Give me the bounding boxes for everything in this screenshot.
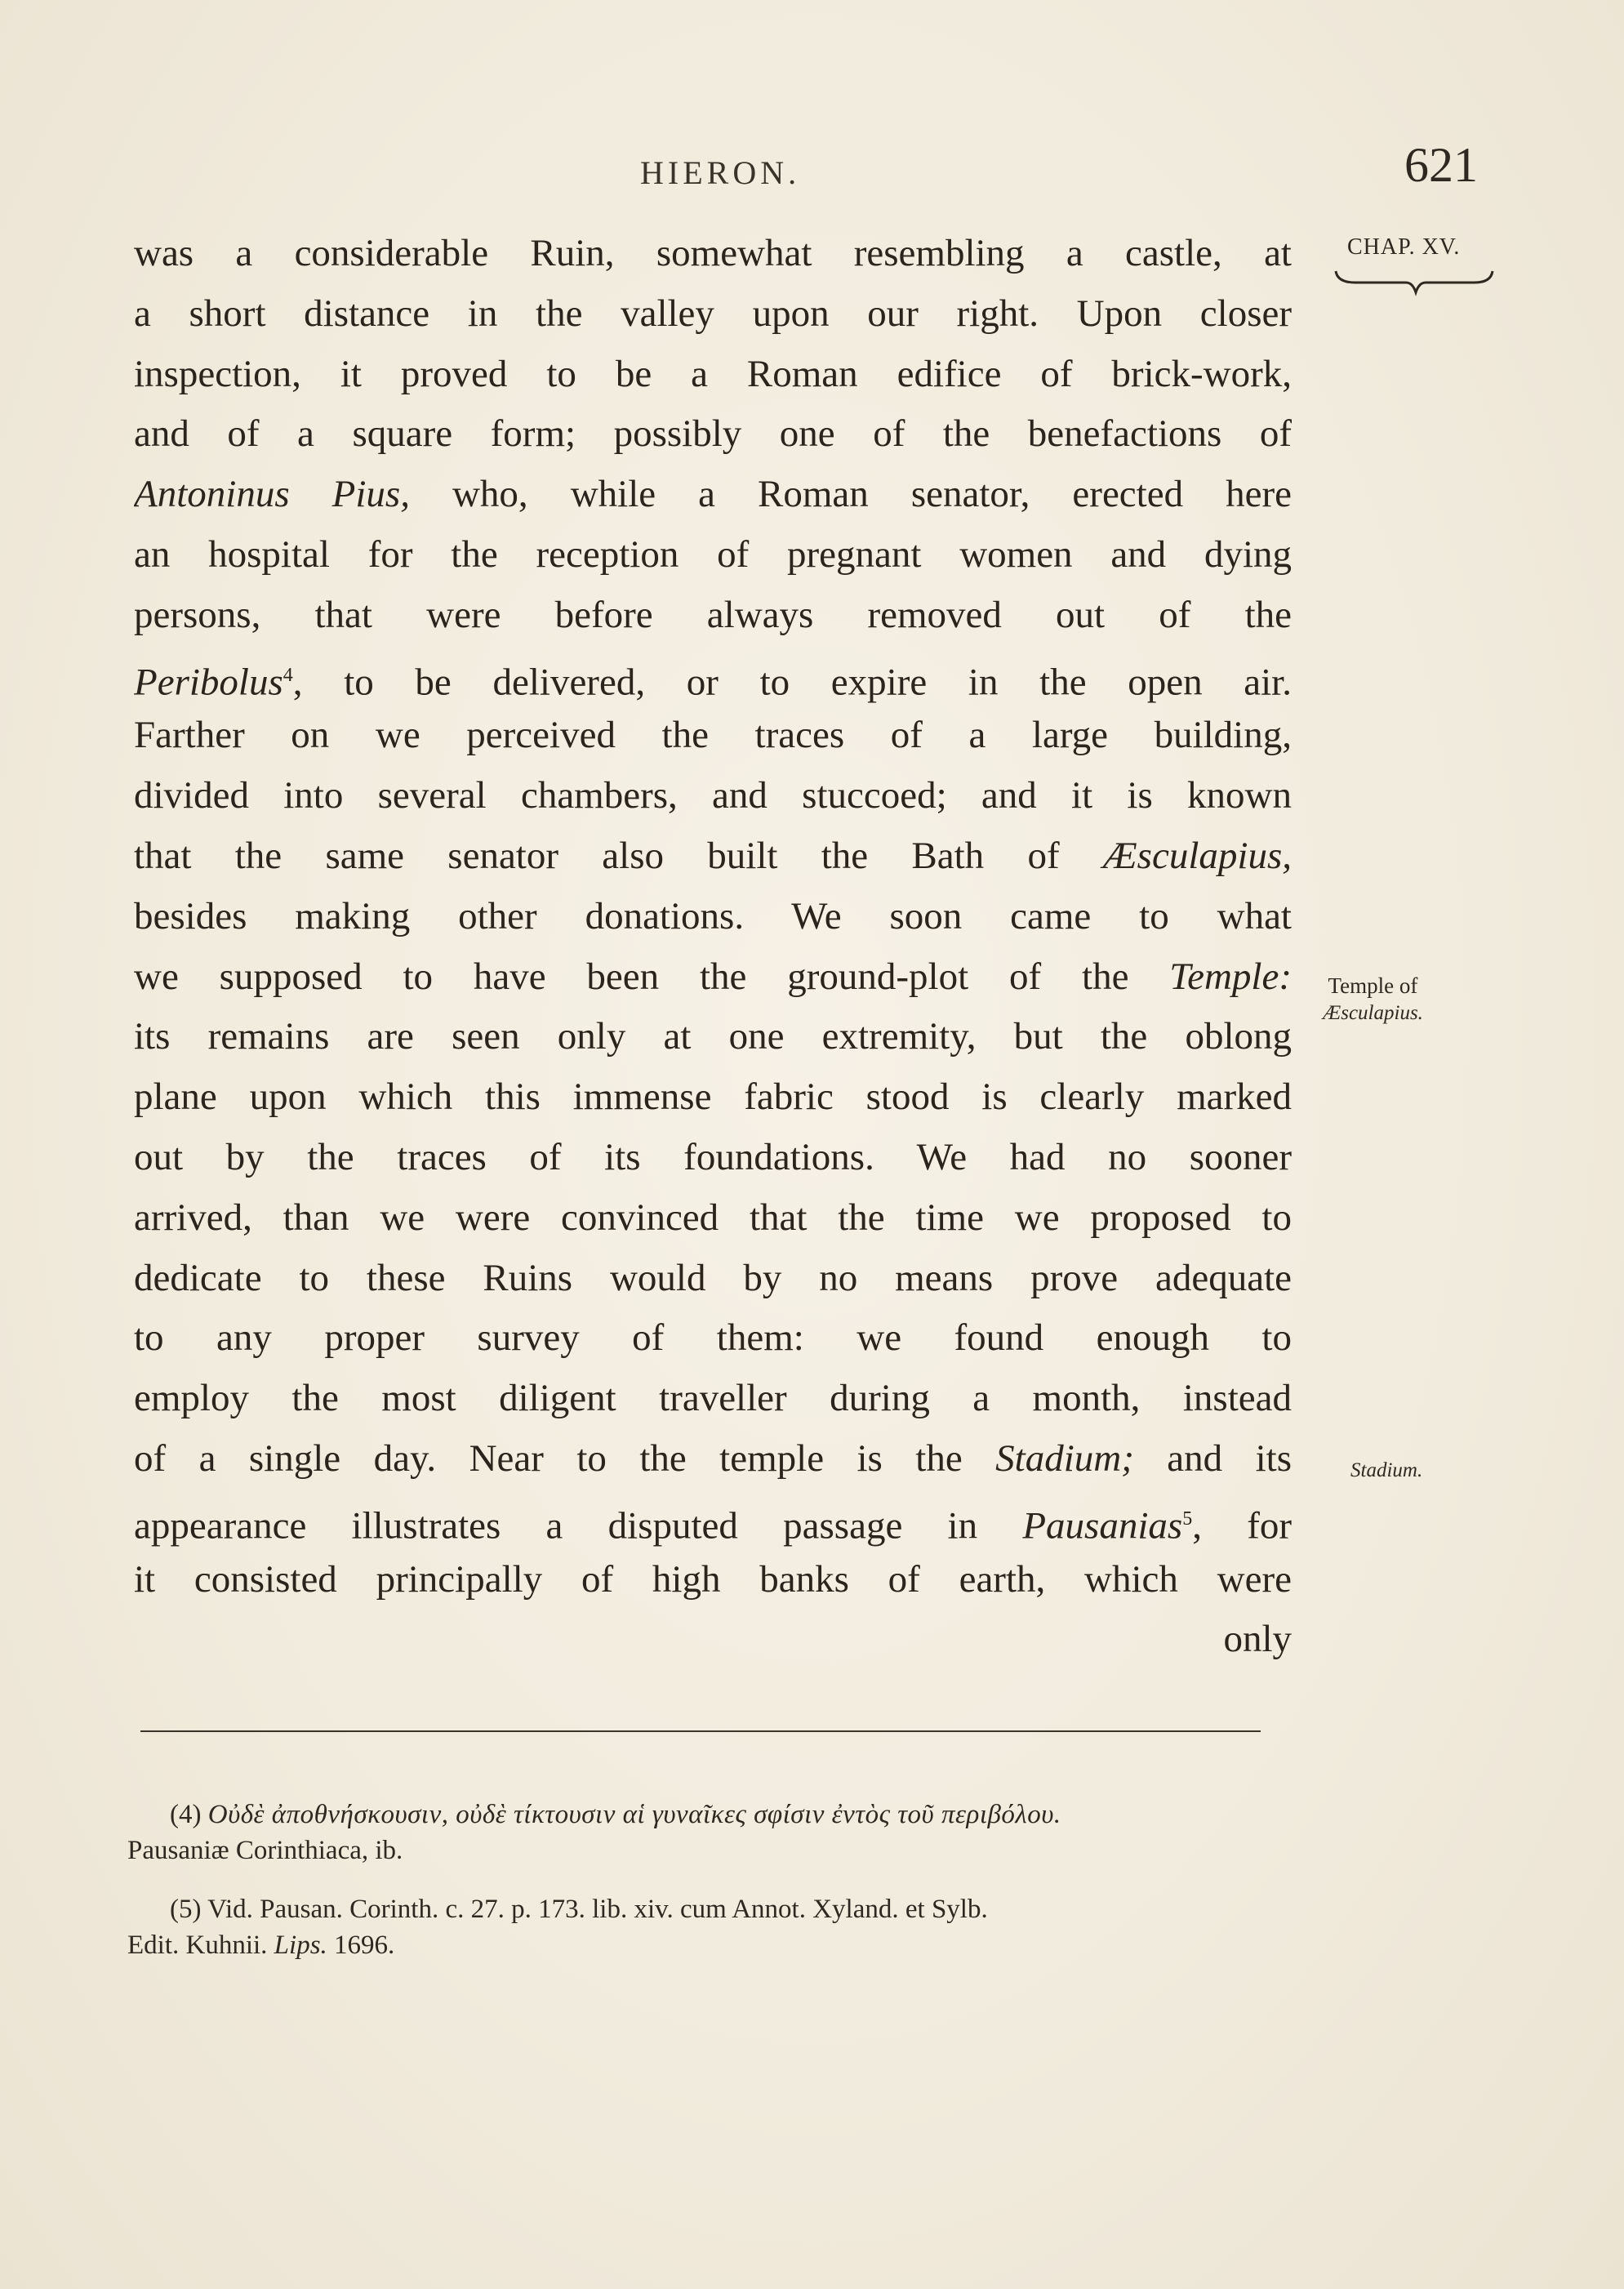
greek-quotation: Οὐδὲ ἀποθνήσκουσιν, οὐδὲ τίκτουσιν αἱ γυναῖκες σφίσιν ἐντὸς τοῦ περιβόλου. — [207, 1800, 1061, 1829]
brace-ornament — [1331, 266, 1494, 299]
text-line: its remains are seen only at one extremity, but the oblong — [134, 1015, 1292, 1058]
text-line: employ the most diligent traveller during a month, instead — [134, 1377, 1292, 1420]
text-line — [134, 465, 1292, 525]
stadium-marginal-note: Stadium. — [1350, 1459, 1423, 1481]
text-line: out by the traces of its foundations. We had no sooner — [134, 1135, 1292, 1178]
page-number: 621 — [1404, 138, 1478, 192]
chapter-marginal-note: CHAP. XV. — [1347, 234, 1461, 260]
text-line: was a considerable Ruin, somewhat resembling a castle, at — [134, 232, 1292, 274]
text-line: to any proper survey of them: we found enough to — [134, 1316, 1292, 1360]
footnote-rule — [140, 1730, 1261, 1732]
footnote-4-source: Pausaniæ Corinthiaca, ib. — [127, 1836, 403, 1865]
text-span: , to be delivered, or to expire in the open air. — [292, 661, 1292, 704]
text-line — [134, 1490, 1292, 1550]
footnotes — [127, 1797, 1295, 1963]
temple-note-line1: Temple of — [1328, 973, 1418, 998]
text-span: we supposed to have been the ground-plot of the — [134, 955, 1170, 998]
italic-term: Stadium; — [995, 1436, 1134, 1480]
text-line: Farther on we perceived the traces of a large building, — [134, 714, 1292, 757]
text-line: inspection, it proved to be a Roman edifice of brick-work, — [134, 352, 1292, 395]
italic-term: Temple: — [1169, 955, 1292, 998]
italic-name: Antoninus Pius, — [134, 473, 410, 516]
body-text — [134, 224, 1292, 1670]
text-span: appearance illustrates a disputed passage in — [134, 1504, 1023, 1548]
text-line: an hospital for the reception of pregnant women and dying — [134, 532, 1292, 576]
temple-marginal-note — [1323, 972, 1423, 1027]
text-line: a short distance in the valley upon our right. Upon closer — [134, 292, 1292, 335]
footnote-number: (4) — [170, 1800, 202, 1829]
text-line: arrived, than we were convinced that the time we proposed to — [134, 1196, 1292, 1239]
text-span: 1696. — [327, 1931, 395, 1960]
footnote-ref: 4 — [283, 664, 293, 686]
text-span: and its — [1133, 1436, 1292, 1480]
italic-abbrev: Lips. — [274, 1931, 327, 1960]
footnote-4 — [127, 1797, 1295, 1833]
italic-term: Peribolus — [134, 661, 283, 704]
italic-name: Pausanias — [1022, 1504, 1183, 1548]
text-line: it consisted principally of high banks of earth, which were — [134, 1557, 1292, 1601]
text-line: dedicate to these Ruins would by no means prove adequate — [134, 1256, 1292, 1299]
footnote-ref: 5 — [1182, 1507, 1193, 1530]
text-line — [134, 826, 1292, 887]
temple-note-line2: Æsculapius. — [1323, 1002, 1423, 1024]
text-span: who, while a Roman senator, erected here — [409, 473, 1292, 516]
text-span: that the same senator also built the Bath of — [134, 834, 1103, 877]
catchword: only — [1223, 1618, 1292, 1661]
text-line — [134, 646, 1292, 706]
footnote-5-continued — [127, 1927, 1295, 1963]
italic-term: Æsculapius, — [1102, 834, 1292, 877]
text-span: of a single day. Near to the temple is the — [134, 1436, 996, 1480]
text-line: persons, that were before always removed out of the — [134, 593, 1292, 636]
text-span: Edit. Kuhnii. — [127, 1931, 274, 1960]
text-line: and of a square form; possibly one of the benefactions of — [134, 412, 1292, 456]
text-line — [134, 1429, 1292, 1490]
text-span: , for — [1192, 1504, 1292, 1548]
text-line — [134, 947, 1292, 1008]
footnote-5: (5) Vid. Pausan. Corinth. c. 27. p. 173. lib. xiv. cum Annot. Xyland. et Sylb. — [170, 1895, 988, 1924]
text-line: besides making other donations. We soon came to what — [134, 894, 1292, 937]
text-line: divided into several chambers, and stuccoed; and it is known — [134, 774, 1292, 817]
text-line: plane upon which this immense fabric stood is clearly marked — [134, 1075, 1292, 1119]
running-head: HIERON. — [640, 154, 801, 191]
